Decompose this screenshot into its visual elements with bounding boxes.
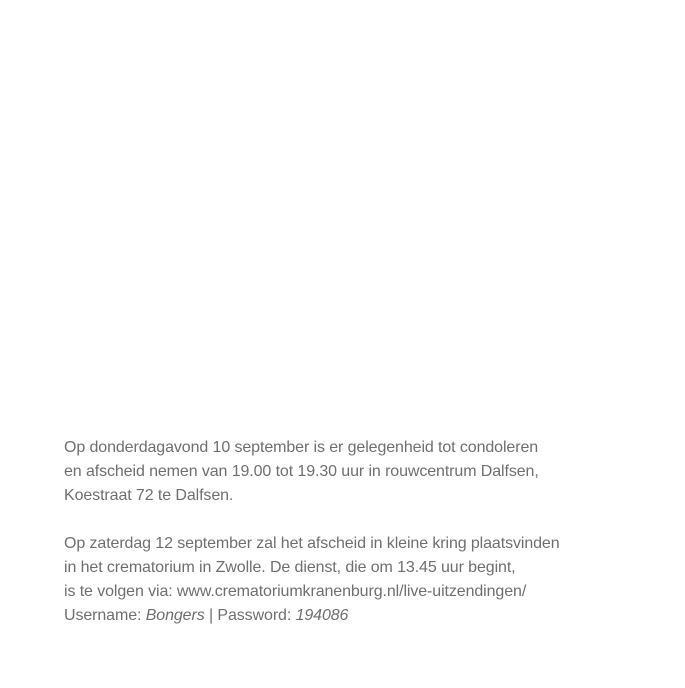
condolence-line-2: en afscheid nemen van 19.00 tot 19.30 uur in rouwcentrum Dalfsen,	[64, 463, 539, 480]
credentials-line	[64, 604, 664, 628]
farewell-line-2: in het crematorium in Zwolle. De dienst, die om 13.45 uur begint,	[64, 559, 516, 576]
condolence-paragraph	[64, 436, 664, 508]
username-value: Bongers	[145, 607, 205, 624]
farewell-line-1: Op zaterdag 12 september zal het afscheid in kleine kring plaatsvinden	[64, 535, 560, 552]
condolence-line-3: Koestraat 72 te Dalfsen.	[64, 487, 234, 504]
condolence-line-1: Op donderdagavond 10 september is er gelegenheid tot condoleren	[64, 439, 539, 456]
livestream-line: is te volgen via: www.crematoriumkranenburg.nl/live-uitzendingen/	[64, 583, 527, 600]
announcement-text	[64, 436, 664, 628]
farewell-paragraph	[64, 532, 664, 628]
password-label: Password:	[217, 607, 292, 624]
username-label: Username:	[64, 607, 142, 624]
credentials-separator: |	[208, 607, 214, 624]
password-value: 194086	[295, 607, 349, 624]
